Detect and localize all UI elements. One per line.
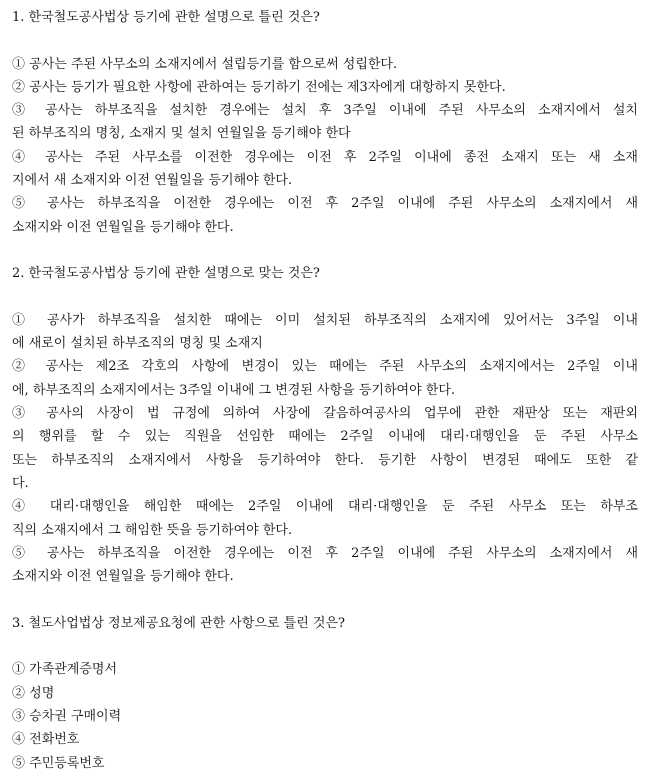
question-2-choice-line: ④ 대리·대행인을 해임한 때에는 2주일 이내에 대리·대행인을 둔 주된 사무소 또는 하부조 — [12, 499, 638, 515]
question-2-choice-line: 의 행위를 할 수 있는 직원을 선임한 때에는 2주일 이내에 대리·대행인을 둔 주된 사무소 — [12, 429, 638, 445]
question-2-choice-line: 다. — [12, 475, 29, 491]
spacer — [12, 239, 638, 262]
question-1-choice-line: 소재지와 이전 연월일을 등기해야 한다. — [12, 219, 234, 235]
question-1-choice-line: ③ 공사는 하부조직을 설치한 경우에는 설치 후 3주일 이내에 주된 사무소의 소재지에서 설치 — [12, 103, 638, 119]
spacer — [12, 635, 638, 658]
question-1-choice-line: 지에서 새 소재지와 이전 연월일을 등기해야 한다. — [12, 173, 293, 189]
question-2-choice-line: 에, 하부조직의 소재지에서는 3주일 이내에 그 변경된 사항을 등기하여야 한다. — [12, 382, 456, 398]
question-2-choice-line: 에 새로이 설치된 하부조직의 명칭 및 소재지 — [12, 336, 263, 352]
question-2-choice-line: ⑤ 공사는 하부조직을 이전한 경우에는 이전 후 2주일 이내에 주된 사무소의 소재지에서 새 — [12, 545, 638, 561]
question-1-choice-line: 된 하부조직의 명칭, 소재지 및 설치 연월일을 등기해야 한다 — [12, 126, 351, 142]
question-3 — [12, 612, 638, 775]
question-2 — [12, 262, 638, 588]
question-2-choice-line: 소재지와 이전 연월일을 등기해야 한다. — [12, 569, 234, 585]
question-3-choice: ① 가족관계증명서 — [12, 662, 118, 678]
question-1-choice-line: ④ 공사는 주된 사무소를 이전한 경우에는 이전 후 2주일 이내에 종전 소재지 또는 새 소재 — [12, 149, 638, 165]
question-2-choice-line: 직의 소재지에서 그 해임한 뜻을 등기하여야 한다. — [12, 522, 293, 538]
question-2-choice-line: ① 공사가 하부조직을 설치한 때에는 이미 설치된 하부조직의 소재지에 있어서는 3주일 이내 — [12, 312, 638, 328]
question-2-choice-line: 또는 하부조직의 소재지에서 사항을 등기하여야 한다. 등기한 사항이 변경된 때에도 또한 같 — [12, 452, 638, 468]
spacer — [12, 286, 638, 309]
question-1-choice-line: ② 공사는 등기가 필요한 사항에 관하여는 등기하기 전에는 제3자에게 대항하지 못한다. — [12, 79, 506, 95]
spacer — [12, 588, 638, 611]
question-2-title: 2. 한국철도공사법상 등기에 관한 설명으로 맞는 것은? — [12, 266, 320, 282]
question-3-choice: ③ 승차권 구매이력 — [12, 708, 122, 724]
question-1 — [12, 6, 638, 239]
question-3-choice: ④ 전화번호 — [12, 732, 80, 748]
question-2-choice-line: ③ 공사의 사장이 법 규정에 의하여 사장에 갈음하여공사의 업무에 관한 재판상 또는 재판외 — [12, 406, 638, 422]
question-3-choice: ② 성명 — [12, 685, 55, 701]
question-1-choice-line: ① 공사는 주된 사무소의 소재지에서 설립등기를 함으로써 성립한다. — [12, 56, 398, 72]
spacer — [12, 29, 638, 52]
question-2-choice-line: ② 공사는 제2조 각호의 사항에 변경이 있는 때에는 주된 사무소의 소재지에서는 2주일 이내 — [12, 359, 638, 375]
question-3-title: 3. 철도사업법상 정보제공요청에 관한 사항으로 틀린 것은? — [12, 615, 346, 631]
question-1-title: 1. 한국철도공사법상 등기에 관한 설명으로 틀린 것은? — [12, 10, 320, 25]
question-3-choice: ⑤ 주민등록번호 — [12, 755, 105, 771]
question-1-choice-line: ⑤ 공사는 하부조직을 이전한 경우에는 이전 후 2주일 이내에 주된 사무소의 소재지에서 새 — [12, 196, 638, 212]
